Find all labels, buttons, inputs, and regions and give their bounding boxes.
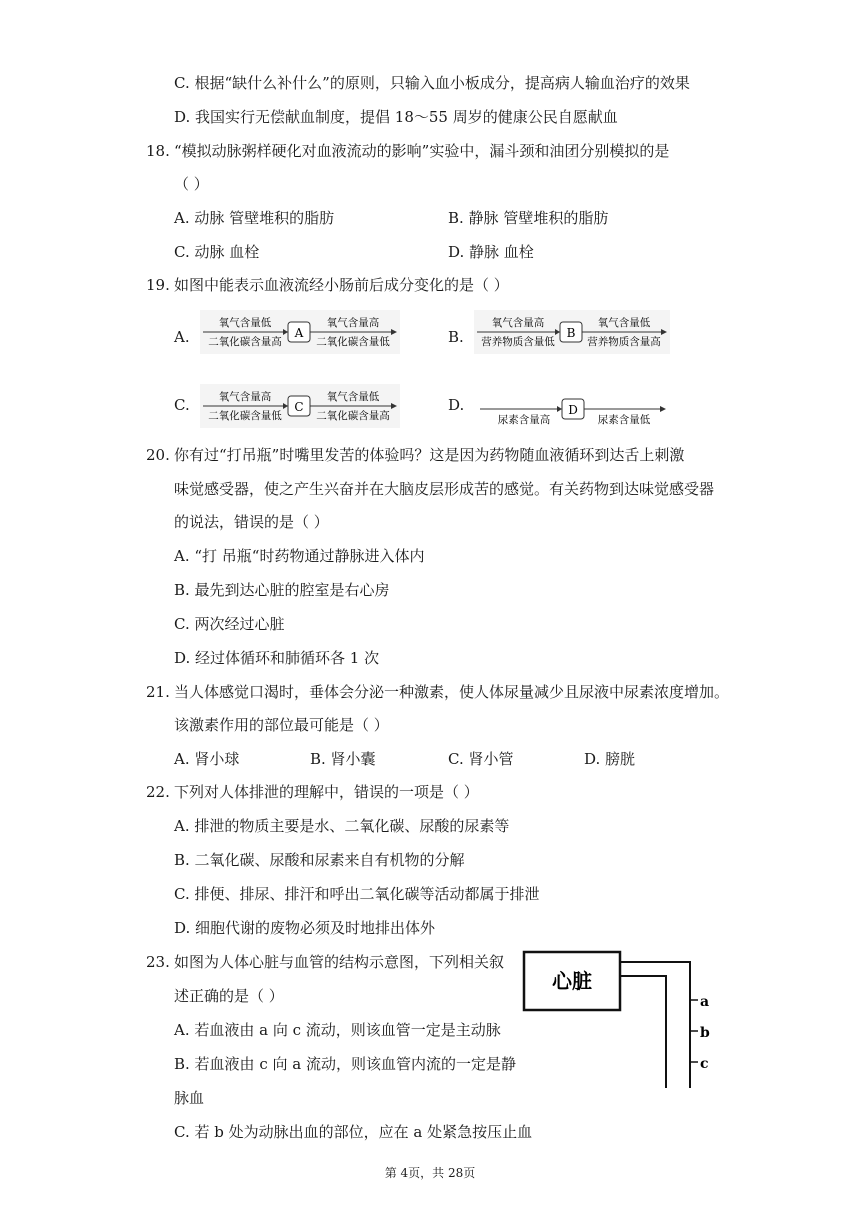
box-a: A — [294, 326, 304, 340]
b-left-top: 氧气含量高 — [491, 317, 545, 329]
q21-option-b: B. 肾小囊 — [310, 750, 376, 768]
q23-option-a: A. 若血液由 a 向 c 流动，则该血管一定是主动脉 — [174, 1021, 501, 1039]
q23-number: 23. — [146, 953, 170, 971]
a-right-top: 氧气含量高 — [326, 317, 380, 329]
c-left-bottom: 二氧化碳含量低 — [208, 410, 282, 422]
q23-option-c: C. 若 b 处为动脉出血的部位，应在 a 处紧急按压止血 — [174, 1123, 533, 1141]
d-left: 尿素含量高 — [497, 414, 551, 426]
a-left-bottom: 二氧化碳含量高 — [208, 336, 282, 348]
q20-number: 20. — [146, 446, 170, 464]
q22-stem: 下列对人体排泄的理解中，错误的一项是（ ） — [174, 783, 479, 801]
q18-option-a: A. 动脉 管壁堆积的脂肪 — [174, 209, 335, 227]
q23-stem-line2: 述正确的是（ ） — [174, 987, 284, 1005]
q18-stem: “模拟动脉粥样硬化对血液流动的影响”实验中，漏斗颈和油团分别模拟的是 — [174, 142, 670, 160]
q20-option-c: C. 两次经过心脏 — [174, 615, 285, 633]
q21-option-d: D. 膀胱 — [584, 750, 636, 768]
label-c: c — [700, 1056, 709, 1072]
q20-option-d: D. 经过体循环和肺循环各 1 次 — [174, 649, 380, 667]
q22-option-a: A. 排泄的物质主要是水、二氧化碳、尿酸的尿素等 — [174, 817, 510, 835]
box-c: C — [294, 400, 304, 414]
q22-option-c: C. 排便、排尿、排汗和呼出二氧化碳等活动都属于排泄 — [174, 885, 540, 903]
label-a: a — [700, 994, 710, 1010]
heart-label: 心脏 — [552, 969, 592, 993]
q18-answer-paren: （ ） — [174, 175, 209, 193]
q20-stem-line3: 的说法，错误的是（ ） — [174, 513, 329, 531]
box-d: D — [568, 403, 578, 417]
q23-option-b-line2: 脉血 — [174, 1089, 205, 1107]
q18-option-c: C. 动脉 血栓 — [174, 243, 260, 261]
a-right-bottom: 二氧化碳含量低 — [316, 336, 390, 348]
q19-diagram-d — [474, 393, 670, 429]
q23-stem-line1: 如图为人体心脏与血管的结构示意图，下列相关叙 — [174, 953, 505, 971]
q21-number: 21. — [146, 683, 170, 701]
b-right-bottom: 营养物质含量高 — [587, 336, 661, 348]
heart-vessel-figure — [520, 948, 716, 1090]
d-right: 尿素含量低 — [597, 414, 651, 426]
c-right-top: 氧气含量低 — [326, 391, 380, 403]
q19-option-d-label: D. — [448, 396, 465, 414]
q19-number: 19. — [146, 276, 170, 294]
q21-stem-line2: 该激素作用的部位最可能是（ ） — [174, 716, 389, 734]
q19-diagram-b — [474, 310, 670, 354]
box-b: B — [566, 326, 576, 340]
page-footer: 第 4页，共 28页 — [384, 1166, 476, 1180]
q18-number: 18. — [146, 142, 170, 160]
q19-diagram-c — [200, 384, 400, 428]
q19-option-b-label: B. — [448, 328, 464, 346]
label-b: b — [700, 1025, 710, 1041]
q19-diagram-a — [200, 310, 400, 354]
q23-option-b-line1: B. 若血液由 c 向 a 流动，则该血管内流的一定是静 — [174, 1055, 516, 1073]
c-left-top: 氧气含量高 — [218, 391, 272, 403]
b-left-bottom: 营养物质含量低 — [481, 336, 555, 348]
q18-option-d: D. 静脉 血栓 — [448, 243, 534, 261]
q22-number: 22. — [146, 783, 170, 801]
q20-stem-line2: 味觉感受器，使之产生兴奋并在大脑皮层形成苦的感觉。有关药物到达味觉感受器 — [174, 480, 715, 498]
q17-option-d: D. 我国实行无偿献血制度，提倡 18～55 周岁的健康公民自愿献血 — [174, 108, 618, 126]
q22-option-b: B. 二氧化碳、尿酸和尿素来自有机物的分解 — [174, 851, 465, 869]
q19-option-a-label: A. — [174, 328, 190, 346]
q22-option-d: D. 细胞代谢的废物必须及时地排出体外 — [174, 919, 436, 937]
q21-stem-line1: 当人体感觉口渴时，垂体会分泌一种激素，使人体尿量减少且尿液中尿素浓度增加。 — [174, 683, 730, 701]
c-right-bottom: 二氧化碳含量高 — [316, 410, 390, 422]
q20-option-b: B. 最先到达心脏的腔室是右心房 — [174, 581, 390, 599]
q21-option-c: C. 肾小管 — [448, 750, 514, 768]
q18-option-b: B. 静脉 管壁堆积的脂肪 — [448, 209, 609, 227]
q21-option-a: A. 肾小球 — [174, 750, 240, 768]
q20-option-a: A. “打 吊瓶“时药物通过静脉进入体内 — [174, 547, 425, 565]
q17-option-c: C. 根据“缺什么补什么”的原则，只输入血小板成分，提高病人输血治疗的效果 — [174, 74, 690, 92]
q19-stem: 如图中能表示血液流经小肠前后成分变化的是（ ） — [174, 276, 509, 294]
b-right-top: 氧气含量低 — [597, 317, 651, 329]
q20-stem-line1: 你有过“打吊瓶”时嘴里发苦的体验吗？这是因为药物随血液循环到达舌上刺激 — [174, 446, 685, 464]
q19-option-c-label: C. — [174, 396, 190, 414]
a-left-top: 氧气含量低 — [218, 317, 272, 329]
